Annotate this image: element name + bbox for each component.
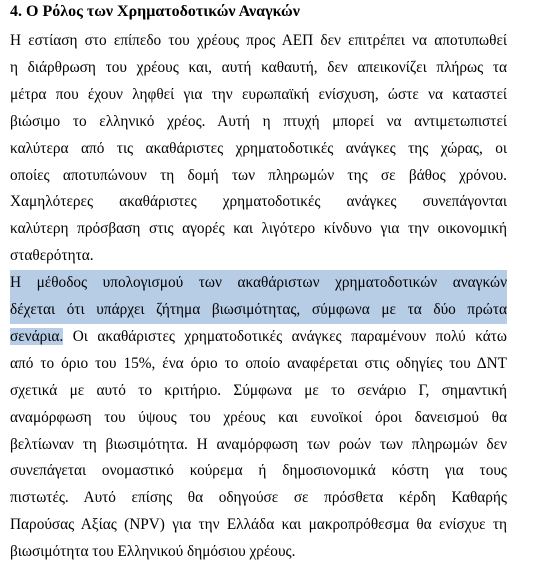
section-heading: 4. Ο Ρόλος των Χρηματοδοτικών Αναγκών bbox=[10, 3, 300, 20]
paragraph-1-line: οποίες αποτυπώνουν τη δομή των πληρωμών της σε βάθος χρόνου. bbox=[10, 166, 507, 184]
paragraph-1-line: Η εστίαση στο επίπεδο του χρέους προς ΑΕΠ δεν επιτρέπει να αποτυπωθεί bbox=[10, 32, 507, 49]
highlighted-text-tail[interactable]: σενάρια. bbox=[10, 327, 64, 345]
paragraph-2-line: πιστωτές. Αυτό επίσης θα οδηγούσε σε πρόσθετα κέρδη Καθαρής bbox=[10, 489, 507, 507]
paragraph-2-line: βιωσιμότητα του Ελληνικού δημόσιου χρέους. bbox=[10, 543, 296, 561]
paragraph-1-line: καλύτερα από τις ακαθάριστες χρηματοδοτικές ανάγκες της χώρας, οι bbox=[10, 139, 507, 157]
paragraph-2-line-rest: Οι ακαθάριστες χρηματοδοτικές ανάγκες παραμένουν πολύ κάτω bbox=[63, 327, 507, 345]
paragraph-2-line: σχετικά με αυτό το κριτήριο. Σύμφωνα με το σενάριο Γ, σημαντική bbox=[10, 381, 507, 399]
paragraph-1-line: Χαμηλότερες ακαθάριστες χρηματοδοτικές ανάγκες συνεπάγονται bbox=[10, 193, 507, 211]
paragraph-2-line: βελτίωναν τη βιωσιμότητα. Η αναμόρφωση των ροών των πληρωμών δεν bbox=[10, 435, 507, 453]
paragraph-2-line: Παρούσας Αξίας (NPV) για την Ελλάδα και μακροπρόθεσμα θα ενίσχυε τη bbox=[10, 516, 507, 534]
paragraph-1-line: βιώσιμο το ελληνικό χρέος. Αυτή η πτυχή μπορεί να αντιμετωπιστεί bbox=[10, 112, 507, 130]
paragraph-2-line bbox=[10, 324, 507, 351]
paragraph-2-line: από το όριο του 15%, ένα όριο το οποίο αναφέρεται στις οδηγίες του ΔΝΤ bbox=[10, 354, 507, 372]
paragraph-1-line: καλύτερη πρόσβαση στις αγορές και λιγότερο κίνδυνο για την οικονομική bbox=[10, 220, 507, 238]
paragraph-2-line: αναμόρφωση του ύψους του χρέους και ευνοϊκοί όροι δανεισμού θα bbox=[10, 408, 507, 426]
highlighted-text-line[interactable]: Η μέθοδος υπολογισμού των ακαθάριστων χρηματοδοτικών αναγκών bbox=[10, 270, 507, 297]
paragraph-1-line: μέτρα που έχουν ληφθεί για την ευρωπαϊκή ενίσχυση, ώστε να καταστεί bbox=[10, 85, 507, 103]
paragraph-1-line: σταθερότητα. bbox=[10, 247, 94, 265]
paragraph-1-line: η διάρθρωση του χρέους και, αυτή καθαυτή, δεν απεικονίζει πλήρως τα bbox=[10, 58, 507, 76]
highlighted-text-line[interactable]: δέχεται ότι υπάρχει ζήτημα βιωσιμότητας, σύμφωνα με τα δύο πρώτα bbox=[10, 297, 507, 324]
paragraph-2-line: συνεπάγεται ονομαστικό κούρεμα ή δημοσιονομικά κόστη για τους bbox=[10, 462, 507, 480]
